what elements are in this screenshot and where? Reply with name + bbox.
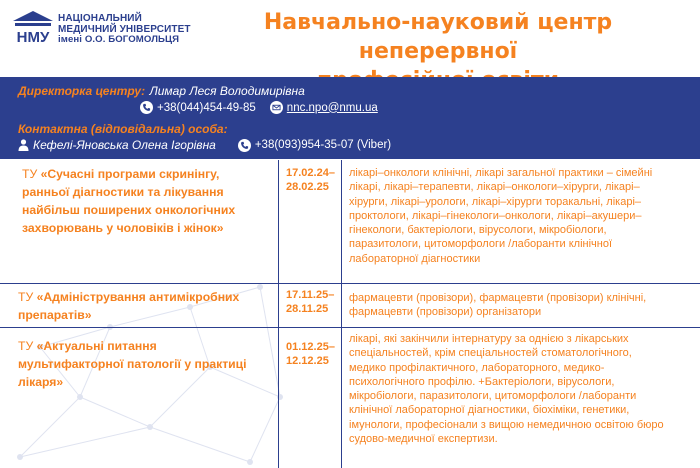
- audience-line: лікарі–онкологи клінічні, лікарі загальної практики – сімейні: [349, 167, 653, 179]
- audience-line: мікробіологи, паразитологи, цитоморфологи /лаборанти: [349, 390, 637, 403]
- date-end: 28.02.25: [286, 181, 329, 193]
- course-title-line: препаратів»: [18, 308, 92, 322]
- audience-line: лікарі, які закінчили інтернатуру за однією з лікарських: [349, 333, 629, 345]
- university-line: НАЦІОНАЛЬНИЙ: [58, 13, 142, 24]
- audience-line: хірурги, лікарі–урологи, лікарі–хірурги торакальні, лікарі–: [349, 195, 642, 208]
- course-title-line: мультифакторної патології у практиці: [18, 357, 247, 371]
- director-email[interactable]: [270, 101, 378, 114]
- date-end: 28.11.25: [286, 303, 329, 315]
- audience-line: клінічної лабораторної діагностики, біохіміки, генетики,: [349, 404, 630, 417]
- course-title: [18, 337, 247, 391]
- contact-name: Кефелі-Яновська Олена Ігорівна: [33, 138, 216, 152]
- course-title: [22, 165, 235, 237]
- university-name: [58, 14, 191, 46]
- course-title-line: найбільш поширених онкологічних: [22, 203, 236, 217]
- header: [0, 0, 700, 75]
- course-title-line: «Актуальні питання: [36, 339, 157, 353]
- audience-line: психологічного профілю. +Бактеріологи, вірусологи,: [349, 375, 615, 388]
- email-icon: [270, 101, 283, 114]
- contact-label: Контактна (відповідальна) особа:: [18, 122, 228, 136]
- audience-line: паразитологи, цитоморфологи /лаборанти клінічної: [349, 238, 613, 251]
- phone-icon: [238, 139, 251, 152]
- director-row: [18, 82, 305, 100]
- phone-icon: [140, 101, 153, 114]
- course-title-line: «Сучасні програми скринінгу,: [40, 167, 220, 181]
- nmu-logo-icon: [12, 10, 54, 44]
- audience-line: фармацевти (провізори) організатори: [349, 306, 542, 319]
- university-line: МЕДИЧНИЙ УНІВЕРСИТЕТ: [58, 23, 191, 35]
- course-title-line: захворювань у чоловіків і жінок»: [22, 221, 224, 235]
- contact-person: [18, 138, 216, 152]
- director-phone-text: +38(044)454-49-85: [157, 101, 256, 114]
- contact-band: [0, 77, 700, 159]
- table-row: [0, 284, 700, 328]
- person-icon: [18, 139, 29, 151]
- svg-text:НМУ: НМУ: [16, 29, 50, 44]
- course-prefix: ТУ: [22, 167, 38, 181]
- director-contacts-row: [140, 101, 378, 114]
- course-prefix: ТУ: [18, 290, 34, 304]
- course-audience: [349, 291, 694, 320]
- audience-line: спеціальностей, крім спеціальностей стоматологічного,: [349, 347, 632, 360]
- column-divider: [341, 160, 342, 283]
- director-phone[interactable]: [140, 101, 256, 114]
- date-start: 01.12.25–: [286, 341, 335, 353]
- table-row: [0, 328, 700, 468]
- audience-line: імунологи, професіонали з вищою немедичною освітою бюро: [349, 418, 664, 431]
- audience-line: фармацевти (провізори), фармацевти (провізори) клінічні,: [349, 292, 647, 304]
- course-title-line: лікаря»: [18, 375, 64, 389]
- director-name: Лимар Леся Володимирівна: [149, 84, 305, 98]
- date-start: 17.11.25–: [286, 289, 335, 301]
- title-line: Навчально-науковий центр неперервної: [263, 10, 613, 64]
- table-row: [0, 160, 700, 284]
- contact-phone[interactable]: [238, 139, 391, 152]
- column-divider: [341, 284, 342, 327]
- course-audience: [349, 332, 694, 446]
- course-prefix: ТУ: [18, 339, 34, 353]
- director-email-text: nnc.npo@nmu.ua: [286, 101, 378, 114]
- course-title-line: ранньої діагностики та лікування: [22, 185, 224, 199]
- date-start: 17.02.24–: [286, 167, 335, 179]
- course-dates: [286, 166, 336, 194]
- audience-line: гінекологи, бактеріологи, вірусологи, мікробіологи,: [349, 224, 607, 237]
- audience-line: медико профілактичного, лабораторного, медико-: [349, 361, 605, 374]
- audience-line: лабораторної діагностики: [349, 252, 481, 265]
- column-divider: [278, 160, 279, 283]
- university-line: імені О.О. БОГОМОЛЬЦЯ: [58, 34, 180, 45]
- column-divider: [278, 284, 279, 327]
- course-title: [18, 288, 239, 324]
- audience-line: судово-медичної експертизи.: [349, 433, 498, 446]
- column-divider: [341, 328, 342, 468]
- date-end: 12.12.25: [286, 355, 329, 367]
- column-divider: [278, 328, 279, 468]
- director-label: Директорка центру:: [18, 84, 146, 98]
- course-dates: [286, 340, 336, 368]
- contact-person-details: [18, 138, 391, 152]
- contact-person-row: [18, 120, 228, 138]
- audience-line: лікарі, лікарі–терапевти, лікарі–онкологи–хірурги, лікарі–: [349, 181, 640, 194]
- audience-line: проктологи, лікарі–гінекологи–онкологи, лікарі–акушери–: [349, 209, 642, 222]
- contact-phone-text: +38(093)954-35-07 (Viber): [254, 139, 392, 151]
- course-audience: [349, 166, 694, 266]
- course-title-line: «Адміністрування антимікробних: [36, 290, 240, 304]
- course-dates: [286, 288, 336, 316]
